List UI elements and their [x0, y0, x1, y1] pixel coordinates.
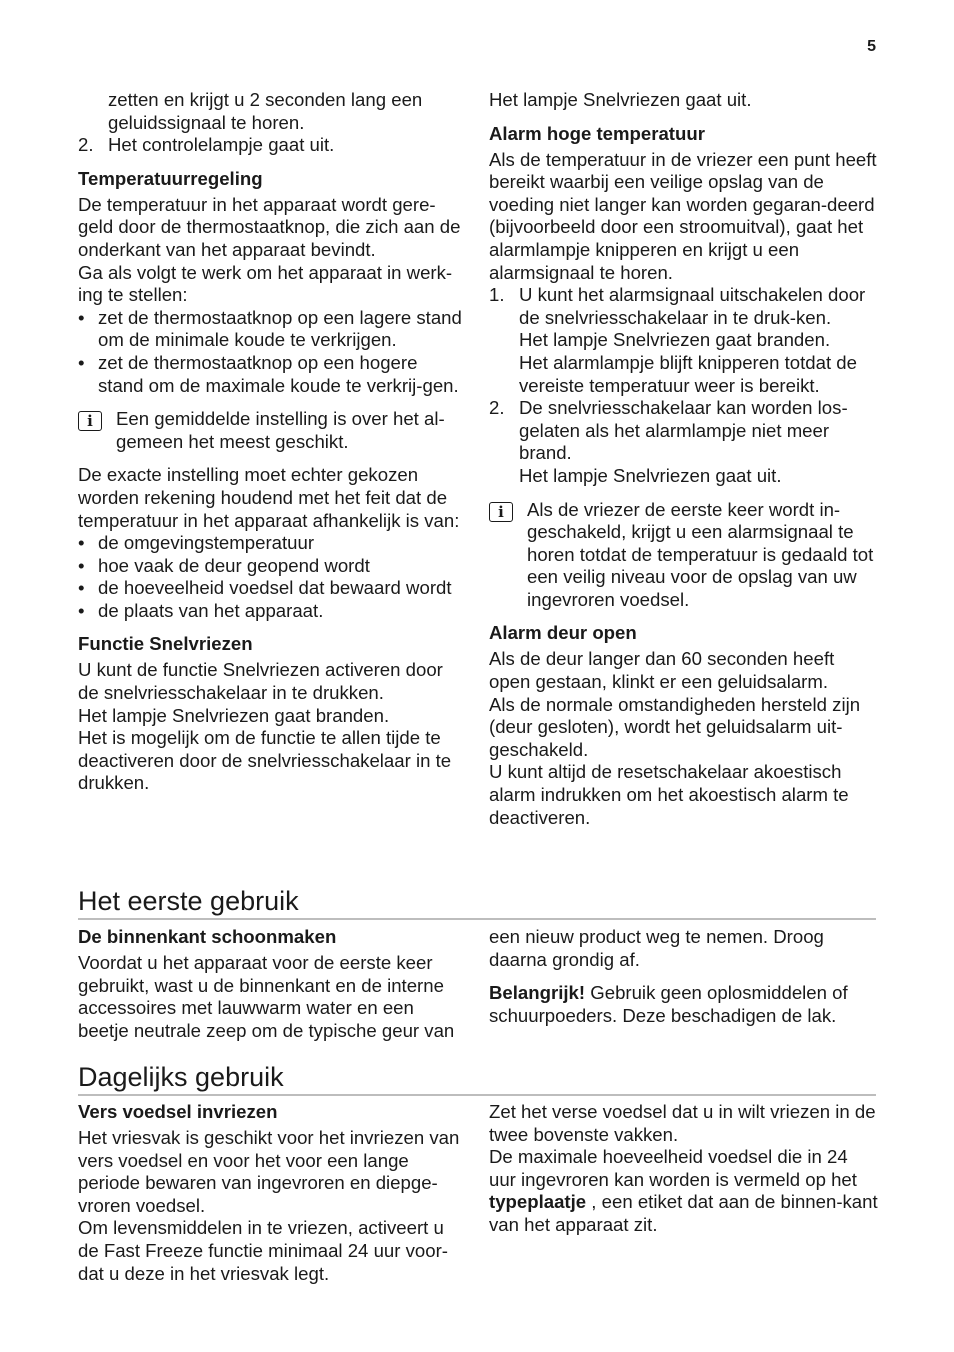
list-item: • de omgevingstemperatuur — [78, 532, 466, 555]
door-alarm-paragraph-1: Als de deur langer dan 60 seconden heeft open gestaan, klinkt er een geluidsalarm. — [489, 648, 835, 693]
freezing-paragraph-2: Om levensmiddelen in te vriezen, activeert u de Fast Freeze functie minimaal 24 uur voor-dat u deze in het vriesvak legt. — [78, 1217, 448, 1284]
cleaning-paragraph-right: een nieuw product weg te nemen. Droog daarna grondig af. — [489, 926, 824, 970]
fast-freeze-paragraph-2: Het lampje Snelvriezen gaat branden. — [78, 704, 390, 726]
high-temperature-alarm-paragraph: Als de temperatuur in de vriezer een punt heeft bereikt waarbij een veilige opslag van de voeding niet langer kan worden gegaran-deerd (bijvoorbeeld door een stroomuitval), gaat het alarmlampje knipperen en krijgt u een alarmsignaal te horen. — [489, 148, 877, 283]
daily-use-left-column — [78, 1101, 466, 1285]
temperature-bullets — [78, 307, 466, 397]
list-item — [78, 134, 466, 157]
freezing-paragraph-1: Het vriesvak is geschikt voor het invriezen van vers voedsel en voor het voor een lange periode bewaren van ingevroren en diepge-vroren voedsel. — [78, 1127, 460, 1216]
info-note-2 — [489, 499, 879, 612]
door-alarm-paragraph-2: Als de normale omstandigheden hersteld zijn (deur gesloten), wordt het geluidsalarm uit-geschakeld. — [489, 693, 861, 760]
step-text: U kunt het alarmsignaal uitschakelen door de snelvriesschakelaar in te druk-ken. — [519, 284, 866, 328]
list-item: • de hoeveelheid voedsel dat bewaard wordt — [78, 577, 466, 600]
page-number: 5 — [867, 38, 876, 55]
daily-use-right-column — [489, 1101, 879, 1237]
freezing-heading: Vers voedsel invriezen — [78, 1101, 278, 1122]
step-subtext: Het lampje Snelvriezen gaat uit. — [519, 464, 782, 486]
rating-plate-label: typeplaatje — [489, 1191, 587, 1213]
step-number: 2. — [489, 397, 505, 419]
first-use-left-column — [78, 926, 466, 1042]
door-alarm-paragraph-3: U kunt altijd de resetschakelaar akoestisch alarm indrukken om het akoestisch alarm te deactiveren. — [489, 761, 849, 828]
exact-setting-bullets — [78, 532, 466, 622]
list-item: • hoe vaak de deur geopend wordt — [78, 555, 466, 578]
top-right-column — [489, 89, 879, 829]
list-item: • zet de thermostaatknop op een lagere stand om de minimale koude te verkrijgen. — [78, 307, 466, 352]
lamp-off-text: Het lampje Snelvriezen gaat uit. — [489, 89, 752, 110]
info-note-1 — [78, 408, 466, 453]
list-item — [489, 397, 879, 487]
high-temperature-alarm-heading: Alarm hoge temperatuur — [489, 122, 705, 144]
temperature-paragraph-1: De temperatuur in het apparaat wordt gere-geld door de thermostaatknop, die zich aan de onderkant van het apparaat bevindt. — [78, 193, 461, 260]
freezing-paragraph-3: Zet het verse voedsel dat u in wilt vriezen in de twee bovenste vakken. — [489, 1101, 876, 1145]
freezing-text-a: De maximale hoeveelheid voedsel die in 24 uur ingevroren kan worden is vermeld op het — [489, 1146, 857, 1190]
cleaning-heading: De binnenkant schoonmaken — [78, 926, 337, 947]
freezing-paragraph-4 — [489, 1146, 879, 1236]
control-steps — [78, 134, 466, 157]
list-item — [489, 284, 879, 397]
info-note-text: Een gemiddelde instelling is over het al-gemeen het meest geschikt. — [116, 408, 445, 452]
important-text: Gebruik geen oplosmiddelen of schuurpoeders. Deze beschadigen de lak. — [489, 982, 848, 1026]
section-title-first-use: Het eerste gebruik — [78, 886, 876, 920]
temperature-paragraph-2: Ga als volgt te werk om het apparaat in werk-ing te stellen: — [78, 261, 453, 306]
step-number: 1. — [489, 284, 505, 306]
first-use-right-column — [489, 926, 879, 1027]
step-number: 2. — [78, 134, 94, 156]
step-subtext: Het alarmlampje blijft knipperen totdat de vereiste temperatuur weer is bereikt. — [519, 351, 857, 396]
step1-continuation: zetten en krijgt u 2 seconden lang een geluidssignaal te horen. — [108, 89, 423, 133]
cleaning-paragraph-left: Voordat u het apparaat voor de eerste keer gebruikt, wast u de binnenkant en de interne accessoires met lauwwarm water en een beetje neutrale zeep om de typische geur van — [78, 952, 455, 1041]
alarm-steps — [489, 284, 879, 487]
step-subtext: Het lampje Snelvriezen gaat branden. — [519, 329, 831, 351]
list-item: • de plaats van het apparaat. — [78, 600, 466, 623]
important-note — [489, 982, 879, 1027]
step-text: Het controlelampje gaat uit. — [108, 134, 335, 156]
info-icon: i — [78, 411, 102, 431]
important-label: Belangrijk! — [489, 982, 586, 1004]
top-left-column — [78, 89, 466, 795]
info-icon: i — [489, 502, 513, 522]
section-title-daily-use: Dagelijks gebruik — [78, 1062, 876, 1096]
step-text: De snelvriesschakelaar kan worden los-gelaten als het alarmlampje niet meer brand. — [519, 397, 848, 464]
fast-freeze-paragraph-1: U kunt de functie Snelvriezen activeren door de snelvriesschakelaar in te drukken. — [78, 659, 443, 704]
list-item: • zet de thermostaatknop op een hogere stand om de maximale koude te verkrij-gen. — [78, 352, 466, 397]
temperature-heading: Temperatuurregeling — [78, 167, 263, 189]
info-note-text: Als de vriezer de eerste keer wordt in-geschakeld, krijgt u een alarmsignaal te horen totdat de temperatuur is gedaald tot een veilig niveau voor de opslag van uw ingevroren voedsel. — [527, 498, 874, 610]
fast-freeze-heading: Functie Snelvriezen — [78, 633, 253, 655]
door-alarm-heading: Alarm deur open — [489, 622, 637, 644]
exact-setting-paragraph: De exacte instelling moet echter gekozen worden rekening houdend met het feit dat de temperatuur in het apparaat afhankelijk is van: — [78, 464, 460, 531]
fast-freeze-paragraph-3: Het is mogelijk om de functie te allen tijde te deactiveren door de snelvriesschakelaar in te drukken. — [78, 727, 452, 794]
freezing-text-b: , een etiket dat aan de binnen-kant van het apparaat zit. — [489, 1191, 878, 1235]
